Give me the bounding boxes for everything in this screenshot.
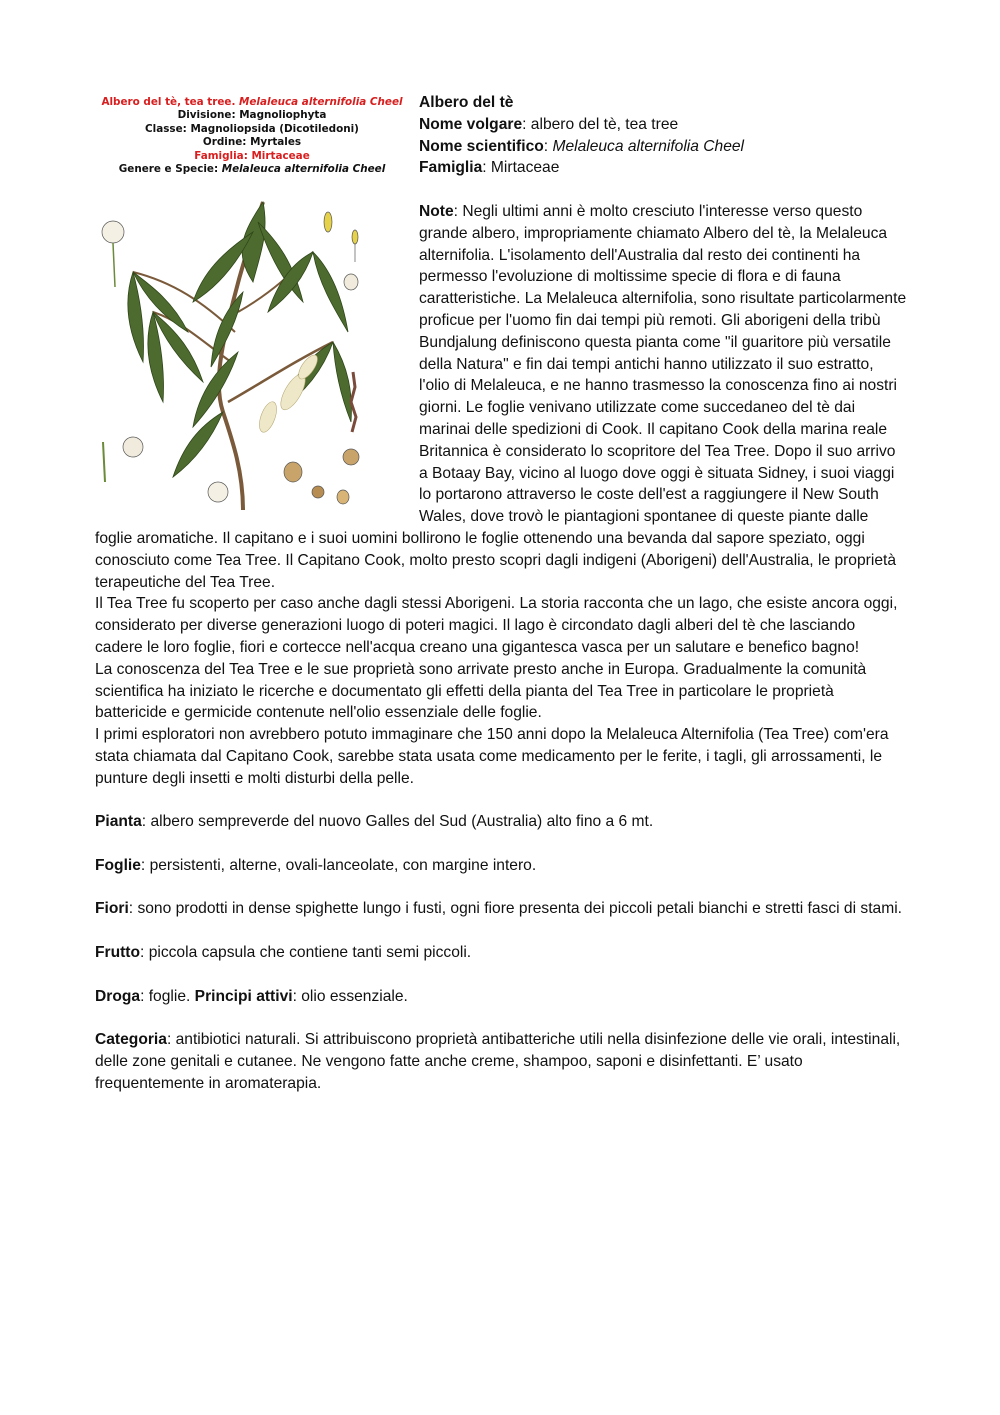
section-categoria: Categoria: antibiotici naturali. Si attribuiscono proprietà antibatteriche utili nella disinfezione delle vie orali, intestinali, delle zone genitali e cutanee. Ne vengono fatte anche creme, shampoo, saponi e disinfettanti. E’ usato frequentemente in aromaterapia.	[95, 1031, 901, 1092]
caption-family-label: Famiglia:	[194, 149, 252, 162]
caption-class-value: Magnoliopsida (Dicotiledoni)	[190, 122, 359, 135]
document-page	[95, 92, 907, 1095]
entry-title: Albero del tè	[419, 94, 514, 111]
caption-common-name: Albero del tè, tea tree.	[101, 96, 240, 108]
scientific-name-label: Nome scientifico	[419, 137, 544, 155]
principi-attivi-label: Principi attivi	[194, 987, 293, 1005]
caption-class-label: Classe:	[145, 122, 191, 135]
caption-family-value: Mirtaceae	[251, 149, 310, 162]
note-text: : Negli ultimi anni è molto cresciuto l'interesse verso questo grande albero, impropriamente chiamato Albero del tè, la Melaleuca alternifolia. L'isolamento dell'Australia dal resto dei continenti ha permesso l'evoluzione di moltissime specie di flora e di fauna caratteristiche. La Melaleuca alternifolia, sono risultate particolarmente proficue per l'uomo fin dai tempi più remoti. Gli aborigeni della tribù Bundjalung definiscono questa pianta come "il guaritore più versatile della Natura" e fin dai tempi antichi hanno utilizzato il suo estratto, l'olio di Melaleuca, e ne hanno trasmesso la conoscenza fino ai nostri giorni. Le foglie venivano utilizzate come succedaneo del tè dai marinai delle spedizioni di Cook. Il capitano Cook della marina reale Britannica è considerato lo scopritore del Tea Tree. Dopo il suo arrivo a Botaay Bay, vicino al luogo dove oggi è situata Sidney, i suoi viaggi lo portarono attraverso le coste dell'est a raggiungere il New South Wales, dove trovò le piantagioni spontanee di queste piante dalle foglie aromatiche. Il capitano e i suoi uomini bollirono le foglie ottenendo una bevanda dal sapore speziato, oggi conosciuto come Tea Tree. Il Capitano Cook, molto presto scopri dagli indigeni (Aborigeni) dell'Australia, le proprietà terapeutiche del Tea Tree.	[95, 202, 907, 591]
section-pianta: Pianta: albero sempreverde del nuovo Galles del Sud (Australia) alto fino a 6 mt.	[95, 813, 654, 831]
section-foglie: Foglie: persistenti, alterne, ovali-lanceolate, con margine intero.	[95, 856, 537, 874]
caption-scientific-name: Melaleuca alternifolia Cheel	[239, 96, 403, 108]
caption-order-value: Myrtales	[250, 136, 302, 149]
caption-order-label: Ordine:	[202, 136, 251, 149]
family-value: : Mirtaceae	[482, 159, 560, 177]
scientific-name-value: Melaleuca alternifolia Cheel	[552, 137, 745, 155]
paragraph-discovery: Il Tea Tree fu scoperto per caso anche dagli stessi Aborigeni. La storia racconta che un lago, che esiste ancora oggi, considerato per diverse generazioni luogo di poteri magici. Il lago è circondato dagli alberi del tè che lasciando cadere le loro foglie, fiori e cortecce nell'acqua creano una gigantesca vasca per un salutare e benefico bagno!	[95, 595, 898, 656]
paragraph-explorers: I primi esploratori non avrebbero potuto immaginare che 150 anni dopo la Melaleuca Alternifolia (Tea Tree) com'era stata chiamata dal Capitano Cook, sarebbe stata usata come medicamento per le ferite, i tagli, gli arrossamenti, le punture degli insetti e molti disturbi della pelle.	[95, 726, 889, 787]
caption-division-label: Divisione:	[177, 109, 240, 122]
section-droga: Droga: foglie. Principi attivi: olio essenziale.	[95, 987, 408, 1005]
note-label: Note	[419, 202, 454, 220]
scientific-name-row: Nome scientifico: Melaleuca alternifolia Cheel	[419, 137, 745, 155]
section-fiori: Fiori: sono prodotti in dense spighette lungo i fusti, ogni fiore presenta dei piccoli petali bianchi e stretti fasci di stami.	[95, 900, 902, 918]
caption-division-value: Magnoliophyta	[239, 109, 327, 122]
common-name-label: Nome volgare	[419, 115, 523, 133]
caption-genus-value: Melaleuca alternifolia Cheel	[221, 163, 386, 176]
family-label: Famiglia	[419, 159, 483, 177]
figure-caption	[93, 96, 411, 176]
section-frutto: Frutto: piccola capsula che contiene tanti semi piccoli.	[95, 944, 472, 962]
tea-tree-illustration	[93, 192, 411, 512]
caption-genus-label: Genere e Specie:	[118, 163, 222, 176]
common-name-value: : albero del tè, tea tree	[522, 115, 679, 133]
botanical-figure	[93, 92, 411, 512]
paragraph-europe: La conoscenza del Tea Tree e le sue proprietà sono arrivate presto anche in Europa. Gradualmente la comunità scientifica ha iniziato le ricerche e documentato gli effetti della pianta del Tea Tree in particolare le proprietà battericide e germicide contenute nell'olio essenziale delle foglie.	[95, 660, 867, 722]
